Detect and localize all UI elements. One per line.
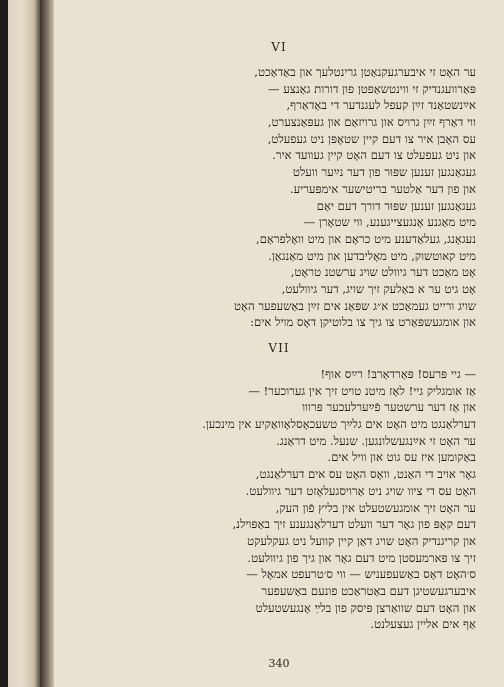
text-line: נעגאָנג, געלאַדענע מיט כראָם און מיט וואָלפראַם, (256, 231, 476, 246)
text-line: ער האָט זי אײַנגעשלונגען. שנעל. מיט דראַנג. (276, 433, 476, 448)
text-line: — גיי פּרעס! פּאַרדאַרבּ! רײַס אוף! (320, 367, 476, 381)
text-line: זיך צו פּארמעסטן מיט דעם גאָר און גיך פון גיוולעט. (247, 550, 476, 565)
text-line: און אומגעשפּאַרט צו גיך צו בלוטיקן דאָס מויל אים: (250, 315, 476, 330)
text-line: אָט מאַכט דער גיוולט שויג ערשטנ טראָט, (290, 265, 476, 280)
section-heading-vii: VII (268, 341, 290, 355)
text-line: מיט מאַגנע אָנגעצייגענע, ווי שטאָרן — (303, 215, 476, 230)
book-gutter (40, 0, 54, 687)
text-line: האָט עס די ציוו שויג ניט אַרויסגעלאָזט דער גיוולעט. (245, 483, 476, 498)
text-line: מיט קאוטשוק, מיט מאָליבדען און מיט מאַנגאַן. (268, 248, 476, 263)
text-line: איבערגעשטיגן דעם באַטראַכט פונעם באַשעפער (261, 583, 476, 598)
text-line: ער האָט זי איבערגעקנאַטן גרינטלעך און באַדאַכט, (254, 65, 476, 79)
text-line: און אַז דער ערשטער פֿײַערלעכער פּרווו (302, 400, 476, 415)
text-line: אָט גיט ער א באַלעק זיך שויג, דער גיוולעט, (281, 281, 476, 296)
text-line: אַז אומגליק גיי! לאָז מיטנ טויט זיך אין גערוכער! — (248, 383, 476, 398)
text-line: דערלאַנגט מיט האָט אים גלײַך טשעכאָסלאָוואַקיע אין מינכען. (202, 417, 476, 432)
section-vi-text (84, 64, 476, 331)
text-line: געגאַנגען זענען שפּוּר פון דער נײַער וועלט (292, 165, 476, 180)
text-line: און האָט דעם שוואַרצן פּיסק פון בלײַ אָנגעשטעלט (255, 600, 476, 615)
text-line: ווי דאַרף זײַן גרויס און גרויזאַם און געפּאַנצערט, (267, 115, 476, 130)
page-number: 340 (268, 657, 290, 670)
facing-page-edge (0, 0, 40, 687)
text-line: דעם קאָפּ פון גאָר דער וועלט דערלאַנגענע זיך באַפּוילנ, (232, 517, 476, 532)
text-line: און פון דער אַלטער בריטישער אימפּעריע. (289, 181, 476, 196)
text-line: אַף אים אליין געצעלנט. (370, 617, 476, 632)
text-line: עס האָבן איר צו דעם קיין שטאָפּן ניט געפעלט, (267, 131, 476, 146)
book-page (54, 0, 504, 687)
section-vii-text (84, 366, 476, 633)
text-line: באַקומען איז עס גוט און וויל אים. (327, 450, 476, 465)
text-line: און קריגנדיק האָט שויג דאַן קיין קוועל ניט געקלעקט (247, 533, 476, 548)
text-line: און ניט געפעלט צו דעם האָט קיין געוועד איר. (272, 148, 476, 163)
section-heading-vi: VI (271, 40, 287, 54)
text-line: אײַנשטאַנד זײַן קעפל לעגנדער די באַדאַרף, (286, 98, 476, 113)
text-line: געגאַנגען זענען שפּוּר דורך דעם יאַם (316, 198, 476, 213)
book-shadow (0, 0, 8, 687)
text-line: פּאַרוועגנדיק זי ווינטשאַפטן פון דורות גאַנצע — (267, 81, 476, 96)
text-line: גאָר אויב די האַנט, וואָס האָט עס אים דערלאַנגט, (255, 467, 476, 482)
text-line: ס׳האָט דאָס באַשעפעניש — ווי ס׳טרעפט אמאָל — (246, 567, 476, 582)
text-line: שויג ורייט געמאַכט א״ג שפּאַנ אים זײַן באַשעפער האָט (234, 298, 476, 313)
text-line: ער האָט זיך אומגעשטעלט אין בליץ פֿון העק, (275, 500, 476, 515)
